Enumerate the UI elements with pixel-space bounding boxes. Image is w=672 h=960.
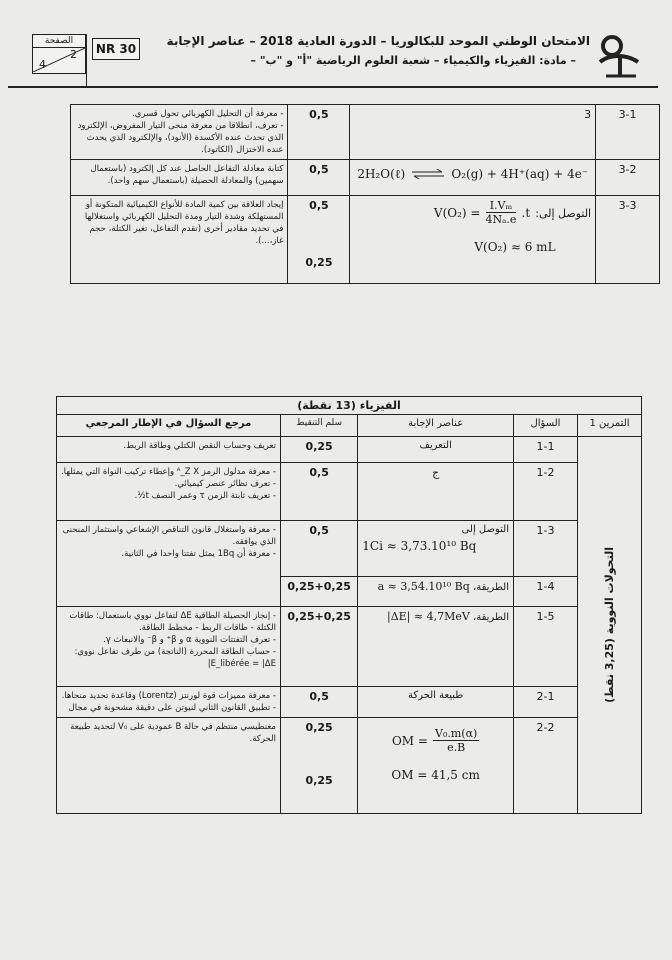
answer-cell xyxy=(350,196,596,284)
answer-value: |ΔE| ≈ 4,7MeV xyxy=(387,610,470,623)
exam-title-line1: الامتحان الوطني الموحد للبكالوريا – الدورة العادية 2018 – عناصر الإجابة xyxy=(166,34,590,48)
answer-label: التوصل إلى xyxy=(461,524,509,535)
exercise-side-label: التحولات النووية (3,25 نقط) xyxy=(602,547,616,703)
question-cell: 1-4 xyxy=(513,577,577,607)
answer-label: الطريقة، xyxy=(473,612,509,623)
fraction-numerator: I.Vₘ xyxy=(486,199,517,213)
section-title: الفيزياء (13 نقطة) xyxy=(57,397,642,415)
formula-fraction xyxy=(433,727,479,754)
fraction-numerator: V₀.m(α) xyxy=(435,727,478,740)
points-b: 0,25 xyxy=(305,256,333,269)
header-rule xyxy=(8,86,658,88)
answer-result: V(O₂) ≈ 6 mL xyxy=(474,240,556,254)
ministry-logo xyxy=(592,32,648,78)
page-total: 4 xyxy=(39,58,46,71)
points-cell: 0,5 xyxy=(280,687,357,718)
exam-code: NR 30 xyxy=(95,42,137,56)
ref-cell: كتابة معادلة التفاعل الحاصل عند كل إلكترود (باستعمال سهمين) والمعادلة الحصيلة (باستعمال سهم واحد). xyxy=(71,160,288,196)
points-cell: 0,25+0,25 xyxy=(280,607,357,687)
question-cell: 1-3 xyxy=(513,521,577,577)
formula-lhs: V(O₂) = xyxy=(433,206,481,220)
answer-cell xyxy=(358,521,514,577)
points-b: 0,25 xyxy=(305,774,333,787)
physics-table xyxy=(56,396,642,814)
points-cell xyxy=(280,718,357,814)
page-label: الصفحة xyxy=(44,36,74,46)
points-cell: 0,25 xyxy=(280,437,357,463)
question-cell: 3-3 xyxy=(596,196,660,284)
ref-cell: - معرفة مدلول الرمز ᴬ_Z X وإعطاء تركيب النواة التي يمثلها. - تعرف نظائر عنصر كيميائي. - تعريف ثابتة الزمن τ وعمر النصف t½. xyxy=(57,463,281,521)
table-row xyxy=(71,160,660,196)
table-row xyxy=(71,105,660,160)
answer-cell xyxy=(350,160,596,196)
table-row xyxy=(71,196,660,284)
fraction-denominator: e.B xyxy=(447,741,466,754)
table-row xyxy=(57,437,642,463)
page-current: 2 xyxy=(70,48,77,61)
table-row xyxy=(57,463,642,521)
page-number-box xyxy=(32,34,86,74)
table-row xyxy=(57,521,642,577)
ref-cell: - إنجاز الحصيلة الطاقية ΔE لتفاعل نووي باستعمال: طاقات الكتلة - طاقات الربط - مخطط الطاقة. - تعرف التفتتات النووية α و β⁺ و β⁻ والانبعاث γ. - حساب الطاقة المحررة (الناتجة) من طرف تفاعل نووي: E_libérée = |ΔE| xyxy=(57,607,281,687)
question-cell: 1-2 xyxy=(513,463,577,521)
question-cell: 3-2 xyxy=(596,160,660,196)
answer-cell: التعريف xyxy=(358,437,514,463)
header xyxy=(0,0,672,95)
points-cell: 0,5 xyxy=(288,105,350,160)
table-row xyxy=(57,607,642,687)
answer-cell: 3 xyxy=(350,105,596,160)
answer-label: التوصل إلى: xyxy=(535,207,592,220)
points-cell: 0,5 xyxy=(280,463,357,521)
col-header-points: سلم التنقيط xyxy=(280,415,357,437)
equilibrium-arrow-icon xyxy=(410,169,446,179)
fraction-denominator: 4Nₐ.e xyxy=(485,213,517,226)
col-header-question: السؤال xyxy=(513,415,577,437)
answer-result: OM = 41,5 cm xyxy=(391,768,480,782)
formula-tail: .t xyxy=(521,206,531,220)
answer-value: 1Ci ≈ 3,73.10¹⁰ Bq xyxy=(362,539,477,553)
table-header-row xyxy=(57,415,642,437)
chemistry-table xyxy=(70,104,660,284)
answer-value: a ≈ 3,54.10¹⁰ Bq xyxy=(377,580,470,593)
equation-rhs: O₂(g) + 4H⁺(aq) + 4e⁻ xyxy=(451,167,589,181)
table-title-row xyxy=(57,397,642,415)
col-header-exercise: التمرين 1 xyxy=(577,415,641,437)
logo-emblem-icon xyxy=(592,32,648,78)
ref-cell: تعريف وحساب النقص الكتلي وطاقة الربط. xyxy=(57,437,281,463)
question-cell: 1-5 xyxy=(513,607,577,687)
exercise-side-cell xyxy=(577,437,641,814)
col-header-answer: عناصر الإجابة xyxy=(358,415,514,437)
ref-cell: - معرفة مميزات قوة لورنتز (Lorentz) وقاعدة تحديد منحاها. - تطبيق القانون الثاني لنيوتن على دقيقة مشحونة في مجال xyxy=(57,687,281,718)
col-header-ref: مرجع السؤال في الإطار المرجعي xyxy=(57,415,281,437)
exam-code-box xyxy=(92,38,140,60)
answer-label: الطريقة، xyxy=(473,582,509,593)
table-row xyxy=(57,687,642,718)
answer-cell: ج xyxy=(358,463,514,521)
ref-cell: إيجاد العلاقة بين كمية المادة للأنواع الكيميائية المتكونة أو المستهلكة وشدة التيار ومدة التحليل الكهربائي واستغلالها في تحديد مقادير أخرى (تقدم التفاعل، تغير الكتلة، حجم غاز،...). xyxy=(71,196,288,284)
om-formula xyxy=(362,727,509,754)
answer-cell xyxy=(358,607,514,687)
points-cell: 0,5 xyxy=(288,160,350,196)
question-cell: 2-1 xyxy=(513,687,577,718)
points-a: 0,5 xyxy=(309,199,329,212)
ref-cell: مغنطيسي منتظم في حالة B عمودية على V₀ لتحديد طبيعة الحركة. xyxy=(57,718,281,814)
equation-lhs: 2H₂O(ℓ) xyxy=(357,167,406,181)
points-cell: 0,25+0,25 xyxy=(280,577,357,607)
question-cell: 2-2 xyxy=(513,718,577,814)
formula-fraction xyxy=(486,199,517,226)
exam-title-line2: – مادة: الفيزياء والكيمياء – شعبة العلوم الرياضية "أ" و "ب" – xyxy=(250,54,576,67)
points-cell xyxy=(288,196,350,284)
volume-formula xyxy=(434,199,530,226)
ref-cell: - معرفة أن التحليل الكهربائي تحول قسري. - تعرف، انطلاقا من معرفة منحى التيار المفروض، الإلكترود الذي تحدث عنده الأكسدة (الأنود)، والإلكترود الذي يحدث عنده الاختزال (الكاتود). xyxy=(71,105,288,160)
answer-cell xyxy=(358,577,514,607)
question-cell: 1-1 xyxy=(513,437,577,463)
table-row xyxy=(57,718,642,814)
header-rule-left xyxy=(86,34,87,86)
answer-cell xyxy=(358,718,514,814)
points-a: 0,25 xyxy=(305,721,333,734)
question-cell: 3-1 xyxy=(596,105,660,160)
points-cell: 0,5 xyxy=(280,521,357,577)
ref-cell: - معرفة واستغلال قانون التناقص الإشعاعي واستثمار المنحنى الذي يوافقه. - معرفة أن 1Bq يمثل تفتتا واحدا في الثانية. xyxy=(57,521,281,607)
answer-cell: طبيعة الحركة xyxy=(358,687,514,718)
formula-lhs: OM = xyxy=(391,734,428,748)
